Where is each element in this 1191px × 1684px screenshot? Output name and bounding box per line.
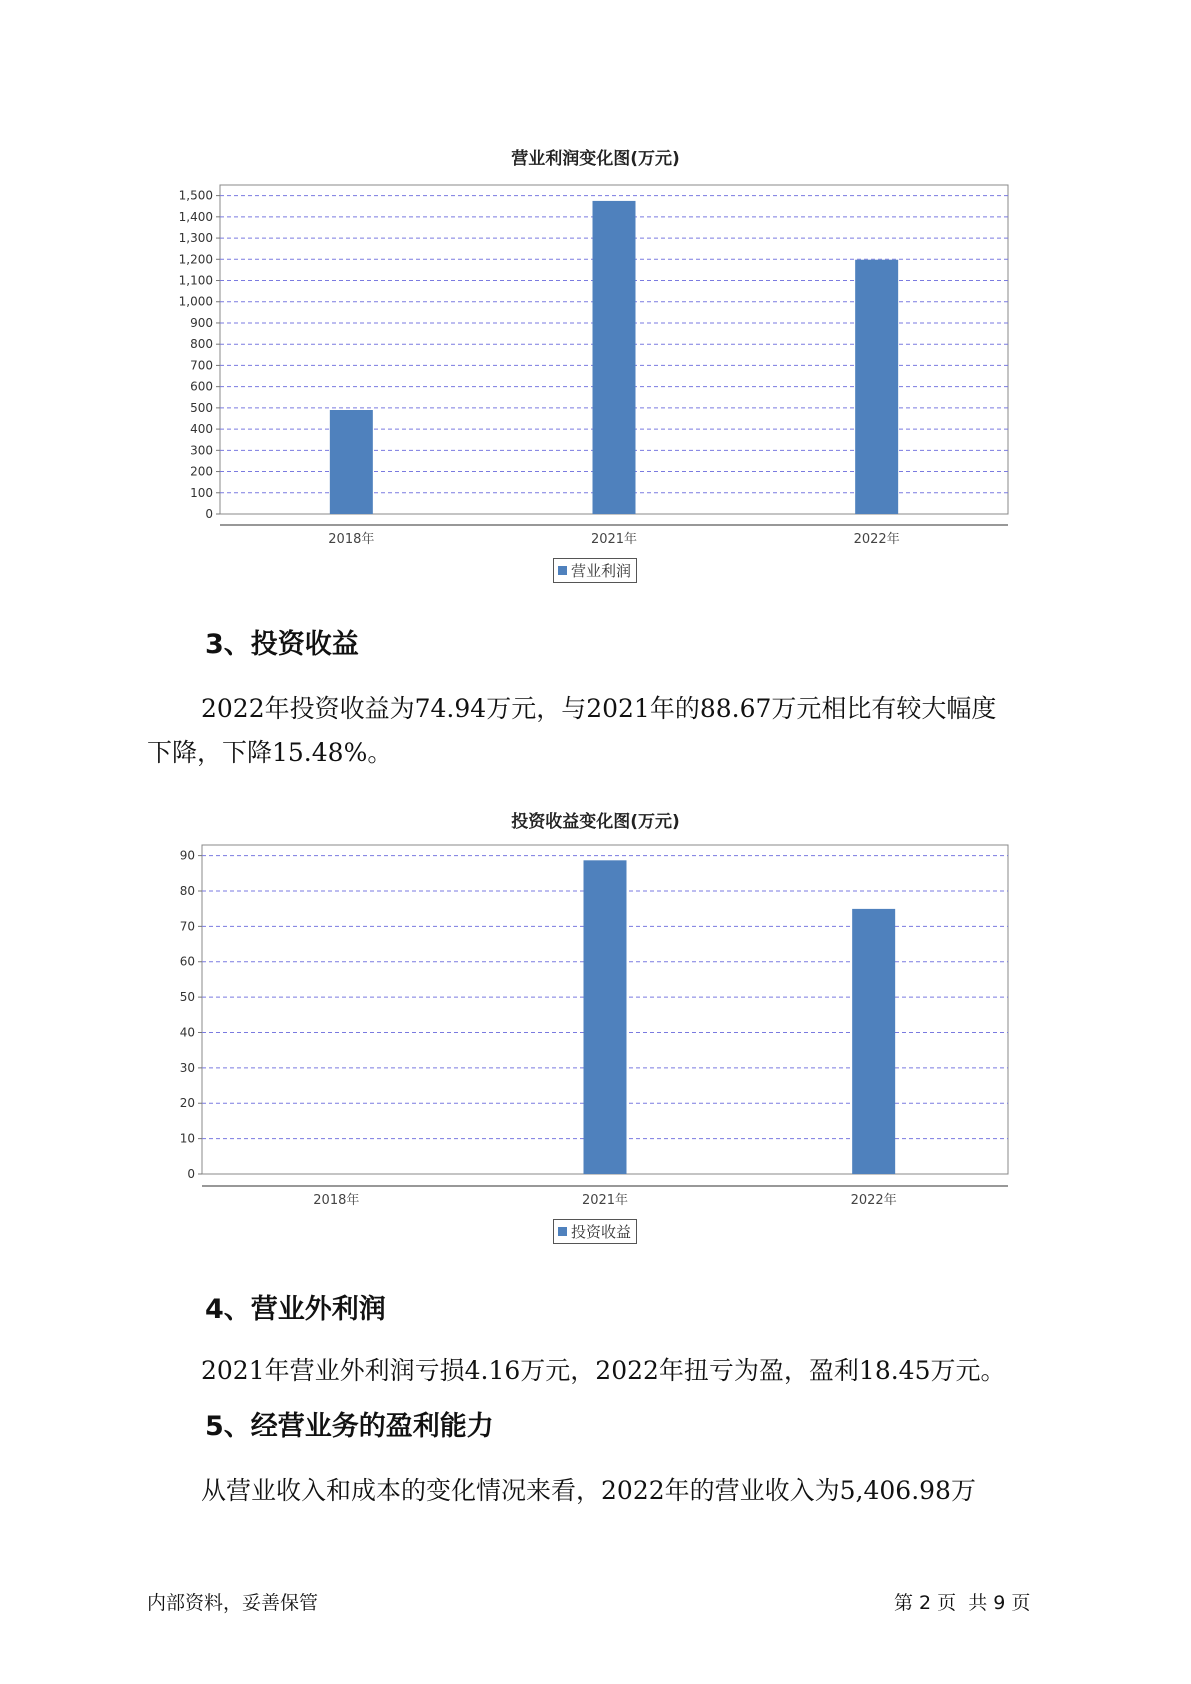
chart1-legend xyxy=(553,558,637,583)
chart2-y-tick-label: 20 xyxy=(179,1096,195,1111)
chart2-x-tick-label: 2021年 xyxy=(581,1193,629,1208)
chart1-y-tick-label: 500 xyxy=(190,400,213,415)
chart1-y-tick-label: 1,500 xyxy=(178,188,213,203)
chart2-y-tick-label: 10 xyxy=(179,1131,195,1146)
chart1-x-tick-label: 2022年 xyxy=(853,532,900,547)
chart1-y-tick-label: 700 xyxy=(190,358,213,373)
chart2-bar-2022年 xyxy=(852,909,895,1174)
chart1-y-tick-label: 600 xyxy=(190,379,213,394)
legend-swatch-icon xyxy=(558,566,567,575)
chart2-legend-label: 投资收益 xyxy=(571,1223,632,1241)
section3-heading: 3、投资收益 xyxy=(205,629,359,660)
chart1-y-tick-label: 1,400 xyxy=(178,209,213,224)
chart1-bar-2018年 xyxy=(330,410,373,514)
chart2-y-tick-label: 60 xyxy=(179,954,195,969)
chart2-investment-income xyxy=(0,800,1191,1360)
chart1-operating-profit xyxy=(0,0,1191,560)
chart1-legend-label: 营业利润 xyxy=(571,562,632,580)
chart2-legend xyxy=(553,1219,637,1244)
chart1-y-tick-label: 0 xyxy=(205,507,213,521)
section3-paragraph-line1: 2022年投资收益为74.94万元，与2021年的88.67万元相比有较大幅度 xyxy=(201,694,997,723)
chart2-y-tick-label: 0 xyxy=(187,1167,195,1181)
chart1-x-tick-label: 2018年 xyxy=(328,532,375,547)
chart2-title: 投资收益变化图(万元) xyxy=(511,812,680,832)
footer-page-number: 第 2 页 共 9 页 xyxy=(894,1592,1031,1614)
chart2-y-tick-label: 90 xyxy=(179,848,195,863)
chart1-y-tick-label: 1,300 xyxy=(178,231,213,246)
chart1-y-tick-label: 200 xyxy=(190,464,213,479)
footer-confidential: 内部资料，妥善保管 xyxy=(147,1592,319,1614)
chart2-y-tick-label: 30 xyxy=(179,1060,195,1075)
section4-heading: 4、营业外利润 xyxy=(205,1294,386,1325)
chart1-y-tick-label: 800 xyxy=(190,337,213,352)
chart1-y-tick-label: 1,200 xyxy=(178,252,213,267)
chart2-x-tick-label: 2022年 xyxy=(850,1193,897,1208)
chart1-y-tick-label: 300 xyxy=(190,443,213,458)
chart1-title: 营业利润变化图(万元) xyxy=(511,149,680,169)
chart2-y-tick-label: 50 xyxy=(179,990,195,1005)
section5-paragraph: 从营业收入和成本的变化情况来看，2022年的营业收入为5,406.98万 xyxy=(201,1476,976,1505)
legend-swatch-icon xyxy=(558,1227,567,1236)
chart1-bar-2021年 xyxy=(593,201,636,514)
chart2-y-tick-label: 70 xyxy=(179,919,195,934)
chart1-y-tick-label: 100 xyxy=(190,485,213,500)
chart1-y-tick-label: 400 xyxy=(190,422,213,437)
section4-paragraph: 2021年营业外利润亏损4.16万元，2022年扭亏为盈，盈利18.45万元。 xyxy=(201,1356,1006,1385)
section5-heading: 5、经营业务的盈利能力 xyxy=(205,1411,494,1442)
chart1-bar-2022年 xyxy=(855,260,898,514)
chart2-x-tick-label: 2018年 xyxy=(313,1193,360,1208)
section3-paragraph-line2: 下降，下降15.48%。 xyxy=(147,738,393,767)
chart1-y-tick-label: 1,100 xyxy=(178,273,213,288)
chart2-y-tick-label: 80 xyxy=(179,883,195,898)
chart1-y-tick-label: 900 xyxy=(190,315,213,330)
chart2-y-tick-label: 40 xyxy=(179,1025,195,1040)
chart1-y-tick-label: 1,000 xyxy=(178,294,213,309)
chart1-x-tick-label: 2021年 xyxy=(590,532,638,547)
chart2-bar-2021年 xyxy=(584,860,627,1174)
